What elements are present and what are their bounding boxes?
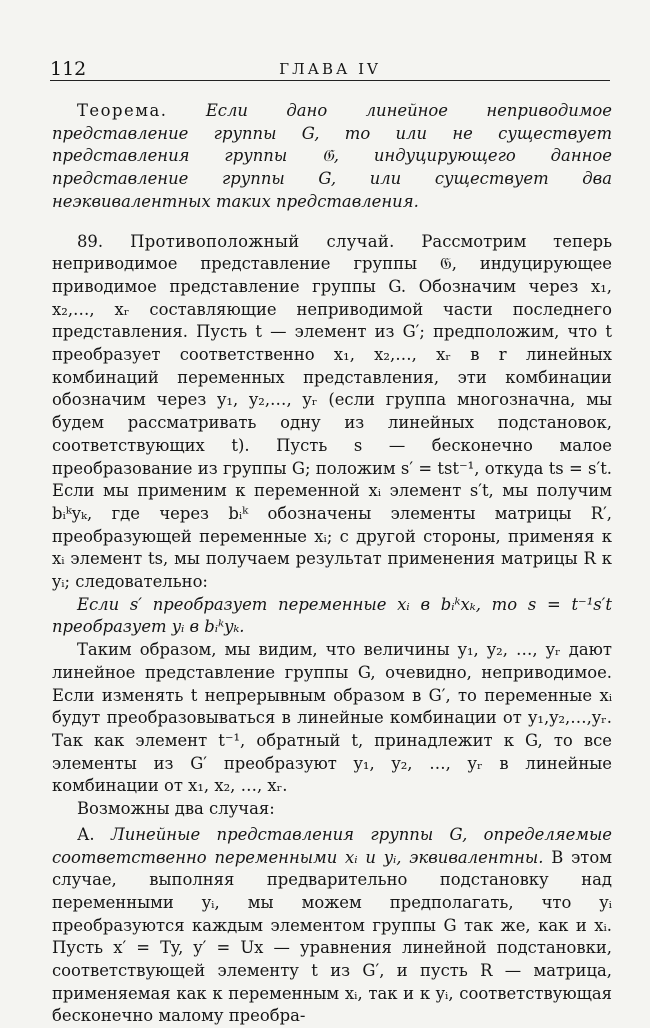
- case-a-text: В этом случае, выполняя предварительно подстановку над переменными yᵢ, мы можем предполагать, что yᵢ преобразуются каждым элементом группы G так же, как и xᵢ. Пусть x′ = Ty, y′ = Ux — уравнения линейной подстановки, соответствующей элементу t из G′, и пусть R — матрица, применяемая как к переменным xᵢ, так и к yᵢ, соответствующая бесконечно малому преобра-: [52, 847, 612, 1026]
- theorem-paragraph: [52, 100, 612, 214]
- section-number: 89.: [77, 231, 104, 251]
- theorem-text: Если дано линейное неприводимое представление группы G, то или не существует представления группы 𝔊, индуцирующего данное представление группы G, или существует два неэквивалентных таких представления.: [52, 101, 612, 211]
- page-header: [50, 58, 610, 81]
- page-number: 112: [50, 58, 87, 80]
- section-paragraph: [52, 231, 612, 594]
- case-a-label: А.: [77, 824, 95, 844]
- theorem-label: Теорема.: [77, 101, 168, 120]
- case-a-statement: Линейные представления группы G, определяемые соответственно переменными xᵢ и yᵢ, эквивалентны.: [52, 824, 612, 867]
- paragraph-cases: Возможны два случая:: [77, 799, 275, 819]
- case-a-paragraph: [52, 824, 612, 1028]
- section-title: Противоположный случай.: [103, 231, 395, 251]
- section-text: Рассмотрим теперь неприводимое представление группы 𝔊, индуцирующее приводимое представление группы G. Обозначим через x₁, x₂,…, xᵣ составляющие неприводимой части последнего представления. Пусть t — элемент из G′; предположим, что t преобразует соответственно x₁, x₂,…, xᵣ в r линейных комбинаций переменных представления, эти комбинации обозначим через y₁, y₂,…, yᵣ (если группа многозначна, мы будем рассматривать одну из линейных подстановок, соответствующих t). Пусть s — бесконечно малое преобразование из группы G; положим s′ = tst⁻¹, откуда ts = s′t. Если мы применим к переменной xᵢ элемент s′t, мы получим bᵢᵏyₖ, где через bᵢᵏ обозначены элементы матрицы R′, преобразующей переменные xᵢ; с другой стороны, применяя к xᵢ элемент ts, мы получаем результат применения матрицы R к yᵢ; следовательно:: [52, 231, 612, 592]
- paragraph-conclusion: Таким образом, мы видим, что величины y₁, y₂, …, yᵣ дают линейное представление группы G, очевидно, неприводимое. Если изменять t непрерывным образом в G′, то переменные xᵢ будут преобразовываться в линейные комбинации от y₁,y₂,…,yᵣ. Так как элемент t⁻¹, обратный t, принадлежит к G, то все элементы из G′ преобразуют y₁, y₂, …, yᵣ в линейные комбинации от x₁, x₂, …, xᵣ.: [52, 640, 612, 796]
- page-body: [52, 100, 612, 1028]
- italic-statement: Если s′ преобразует переменные xᵢ в bᵢᵏxₖ, то s = t⁻¹s′t преобразует yᵢ в bᵢᵏyₖ.: [52, 594, 612, 637]
- running-head: ГЛАВА IV: [279, 60, 381, 78]
